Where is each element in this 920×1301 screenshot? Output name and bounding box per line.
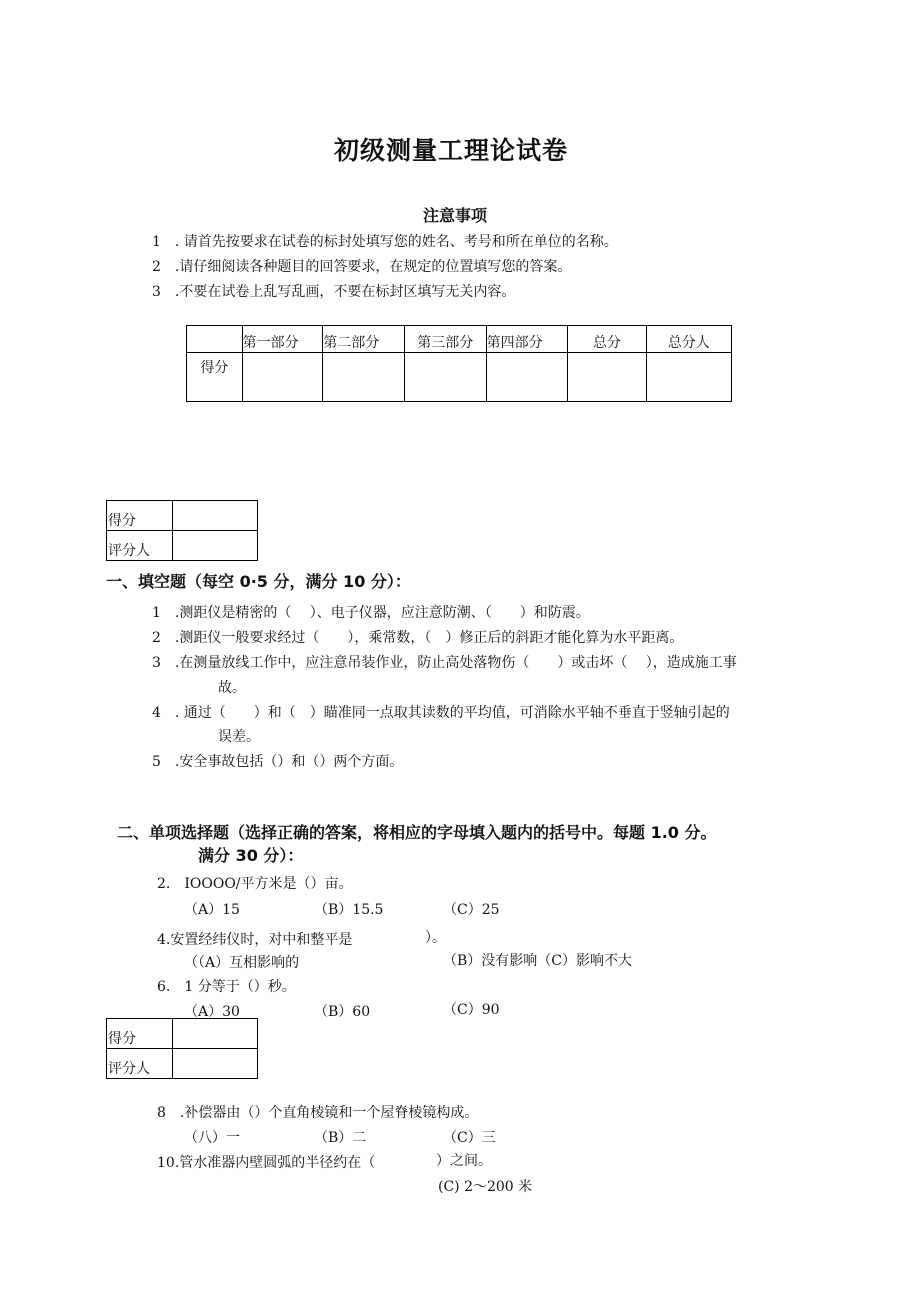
q4-stem-tail: ）。: [425, 930, 446, 946]
score-table-header-empty: [187, 326, 243, 353]
section1-line-5: 5 .安全事故包括（）和（）两个方面。: [152, 754, 404, 770]
score-table: [186, 325, 732, 402]
grader-box-1: [106, 500, 258, 561]
score-table-cell: [323, 353, 405, 402]
grader-box-score-cell: [173, 1019, 258, 1049]
score-table-cell: [646, 353, 731, 402]
section1-line-3-cont: 故。: [218, 680, 246, 696]
section1-line-3: 3 .在测量放线工作中，应注意吊装作业，防止高处落物伤（ ）或击坏（ ），造成施工事: [152, 655, 737, 671]
score-table-cell: [568, 353, 646, 402]
q8-stem: 8 .补偿器由（）个直角棱镜和一个屋脊棱镜构成。: [157, 1105, 479, 1121]
section1-line-2: 2 .测距仪一般要求经过（ ），乘常数，（ ）修正后的斜距才能化算为水平距离。: [152, 630, 684, 646]
grader-box-2: [106, 1018, 258, 1079]
q4-stem: 4.安置经纬仪时，对中和整平是: [157, 932, 353, 948]
score-table-header-total: 总分: [568, 326, 646, 353]
page-title: 初级测量工理论试卷: [334, 136, 569, 165]
grader-box-grader-label: 评分人: [107, 531, 173, 561]
section1-line-1: 1 .测距仪是精密的（ ）、电子仪器，应注意防潮、（ ）和防震。: [152, 605, 590, 621]
score-table-row-label: 得分: [187, 353, 243, 402]
q8-option-c: （C）三: [443, 1130, 496, 1146]
score-table-header-part3: 第三部分: [404, 326, 486, 353]
score-table-header-part1: 第一部分: [242, 326, 323, 353]
score-table-header-scorer: 总分人: [646, 326, 731, 353]
section1-line-4: 4 . 通过（ ）和（ ）瞄准同一点取其读数的平均值，可消除水平轴不垂直于竖轴引起的: [152, 705, 730, 721]
notice-item-3: 3 .不要在试卷上乱写乱画，不要在标封区填写无关内容。: [152, 284, 516, 300]
q6-option-a: （A）30: [184, 1004, 240, 1020]
q4-option-a: （（A）互相影响的: [184, 955, 300, 971]
q10-stem: 10.管水准器内壁圆弧的半径约在（: [157, 1155, 376, 1171]
q2-option-c: （C）25: [443, 902, 500, 918]
q10-stem-tail: ）之间。: [436, 1153, 492, 1169]
grader-box-grader-cell: [173, 531, 258, 561]
section2-heading-cont: 满分 30 分）：: [198, 846, 304, 865]
q6-option-b: （B）60: [314, 1004, 371, 1020]
section1-heading: 一、填空题（每空 0·5 分，满分 10 分）：: [106, 572, 411, 591]
section2-heading: 二、单项选择题（选择正确的答案，将相应的字母填入题内的括号中。每题 1.0 分。: [117, 823, 717, 842]
q6-stem: 6. 1 分等于（）秒。: [157, 979, 296, 995]
grader-box-grader-label: 评分人: [107, 1049, 173, 1079]
q10-option-c: (C) 2～200 米: [438, 1179, 533, 1195]
grader-box-score-label: 得分: [107, 501, 173, 531]
q2-option-a: （A）15: [184, 902, 240, 918]
score-table-header-part4: 第四部分: [486, 326, 568, 353]
score-table-cell: [404, 353, 486, 402]
q4-option-bc: （B）没有影响（C）影响不大: [443, 953, 632, 969]
score-table-cell: [486, 353, 568, 402]
grader-box-score-label: 得分: [107, 1019, 173, 1049]
notice-item-2: 2 .请仔细阅读各种题目的回答要求，在规定的位置填写您的答案。: [152, 259, 572, 275]
q6-option-c: （C）90: [443, 1002, 500, 1018]
notice-heading: 注意事项: [423, 206, 488, 225]
notice-item-1: 1 . 请首先按要求在试卷的标封处填写您的姓名、考号和所在单位的名称。: [152, 234, 618, 250]
grader-box-grader-cell: [173, 1049, 258, 1079]
grader-box-score-cell: [173, 501, 258, 531]
score-table-cell: [242, 353, 323, 402]
q8-option-b: （B）二: [314, 1130, 367, 1146]
q8-option-a: （八）一: [184, 1130, 240, 1146]
section1-line-4-cont: 误差。: [218, 729, 260, 745]
q2-option-b: （B）15.5: [314, 902, 384, 918]
score-table-header-part2: 第二部分: [323, 326, 405, 353]
q2-stem: 2. IOOOO/平方米是（）亩。: [157, 876, 353, 892]
